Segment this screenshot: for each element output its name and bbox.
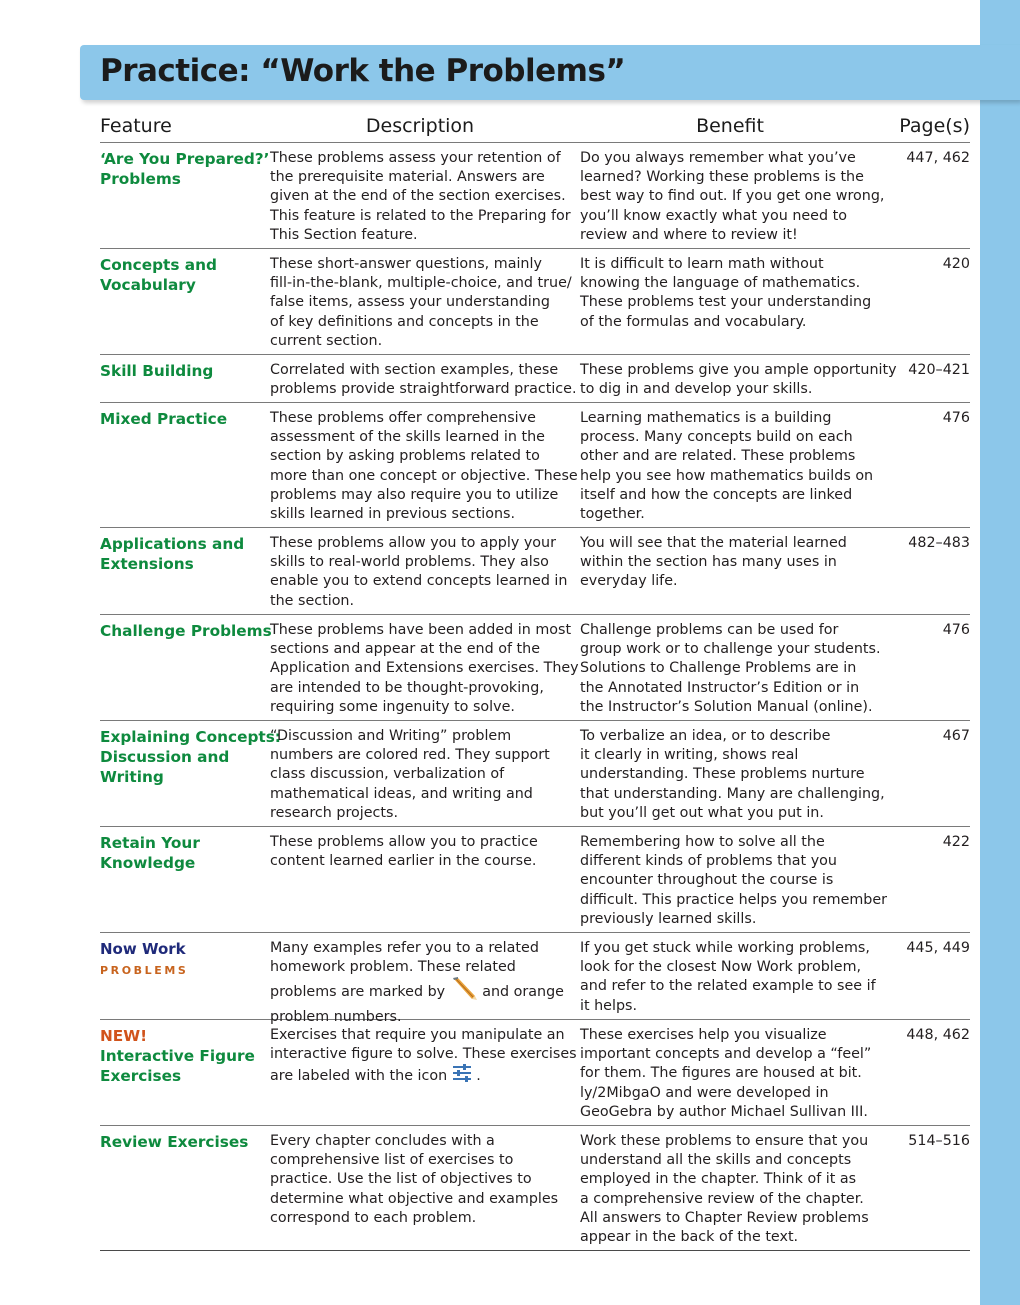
feature-line: Writing [100,768,164,786]
pages-cell: 420–421 [908,362,970,378]
description-line: content learned earlier in the course. [270,853,537,870]
description-line: the section. [270,592,355,609]
feature-line: Retain Your [100,834,200,852]
page-title: Practice: “Work the Problems” [100,53,626,89]
feature-cell [100,1132,268,1152]
description-line: Correlated with section examples, these [270,362,559,378]
table-row [100,1126,970,1251]
pages-cell: 422 [942,834,970,850]
description-line: section by asking problems related to [270,448,540,465]
feature-cell [100,621,272,641]
feature-cell [100,149,268,189]
description-fragment: problems are marked by [270,984,446,1001]
description-line: These short-answer questions, mainly [270,256,542,272]
description-line: problems may also require you to utilize [270,486,559,503]
benefit-line: understand all the skills and concepts [580,1152,852,1169]
pages-cell: 445, 449 [906,940,970,956]
benefit-cell [580,361,897,399]
benefit-line: These problems give you ample opportunity [580,362,897,378]
description-line: These problems have been added in most [270,622,572,638]
problems-label: PROBLEMS [100,964,189,977]
description-cell [270,1026,576,1089]
description-line: fill-in-the-blank, multiple-choice, and true/ [270,275,572,292]
benefit-line: help you see how mathematics builds on [580,467,874,484]
benefit-line: a comprehensive review of the chapter. [580,1190,864,1207]
description-line: This Section feature. [270,226,418,243]
benefit-line: understanding. These problems nurture [580,766,865,783]
benefit-cell [580,255,890,332]
feature-cell [100,833,268,873]
description-line: class discussion, verbalization of [270,766,505,783]
benefit-line: You will see that the material learned [580,535,847,551]
benefit-cell [580,534,890,592]
feature-line: Interactive Figure [100,1047,255,1065]
pencil-icon [450,977,478,1007]
pages-cell: 476 [942,410,970,426]
description-fragment: are labeled with the icon [270,1068,448,1085]
table-row [100,528,970,615]
feature-cell [100,727,281,787]
feature-cell [100,255,268,295]
table-row [100,827,970,933]
description-line: skills learned in previous sections. [270,506,516,523]
description-line: interactive figure to solve. These exercises [270,1046,577,1063]
table-row [100,721,970,827]
table-row [100,403,970,528]
description-cell [270,1132,576,1228]
benefit-line: GeoGebra by author Michael Sullivan III. [580,1103,868,1120]
description-line: false items, assess your understanding [270,294,550,311]
description-line: are intended to be thought-provoking, [270,679,544,696]
feature-line: Problems [100,170,181,188]
table-header [100,112,970,143]
benefit-line: knowing the language of mathematics. [580,275,861,292]
description-line: assessment of the skills learned in the [270,429,545,446]
benefit-line: Solutions to Challenge Problems are in [580,660,857,677]
description-line: homework problem. These related [270,959,516,976]
description-line: sections and appear at the end of the [270,641,541,658]
description-cell [270,727,576,823]
description-line: enable you to extend concepts learned in [270,573,568,590]
benefit-cell [580,1026,890,1122]
description-line: “Discussion and Writing” problem [270,728,512,744]
description-line [270,1064,576,1088]
benefit-line: Work these problems to ensure that you [580,1133,869,1149]
benefit-line: employed in the chapter. Think of it as [580,1171,857,1188]
feature-cell [100,534,268,574]
feature-cell [100,939,268,981]
description-line: requiring some ingenuity to solve. [270,698,515,715]
description-line: Many examples refer you to a related [270,940,539,956]
benefit-line: important concepts and develop a “feel” [580,1046,872,1063]
description-line: of key definitions and concepts in the [270,313,539,330]
feature-cell [100,361,268,381]
table-row [100,615,970,721]
new-badge: NEW! [100,1027,148,1045]
benefit-line: These exercises help you visualize [580,1027,827,1043]
table-row [100,249,970,355]
description-line: This feature is related to the Preparing for [270,207,571,224]
benefit-line: and refer to the related example to see if [580,978,876,995]
benefit-line: it clearly in writing, shows real [580,747,799,764]
description-line: numbers are colored red. They support [270,747,550,764]
description-cell [270,409,576,524]
description-fragment: and orange [482,984,564,1001]
header-description: Description [365,115,475,137]
benefit-line: best way to find out. If you get one wrong, [580,188,885,205]
pages-cell: 448, 462 [906,1027,970,1043]
benefit-cell [580,149,890,245]
table-row [100,143,970,249]
features-table [100,112,970,1251]
benefit-cell [580,727,890,823]
title-bar [80,45,1020,100]
feature-line: Applications and [100,535,245,553]
feature-line: Knowledge [100,854,196,872]
benefit-line: difficult. This practice helps you remember [580,891,888,908]
benefit-line: the Annotated Instructor’s Edition or in [580,679,860,696]
feature-line: Extensions [100,555,194,573]
benefit-line: encounter throughout the course is [580,872,834,889]
description-line: Exercises that require you manipulate an [270,1027,565,1043]
table-row [100,355,970,403]
benefit-cell [580,833,890,929]
benefit-line: everyday life. [580,573,678,590]
benefit-line: within the section has many uses in [580,554,837,571]
benefit-line: process. Many concepts build on each [580,429,853,446]
benefit-line: itself and how the concepts are linked [580,486,853,503]
feature-line: Vocabulary [100,276,196,294]
benefit-line: appear in the back of the text. [580,1229,799,1246]
feature-line: Challenge Problems [100,622,272,640]
description-line: problems provide straightforward practice. [270,381,577,398]
benefit-line: learned? Working these problems is the [580,169,864,186]
description-line [270,977,576,1007]
sliders-icon [452,1064,472,1088]
feature-line: Explaining Concepts: [100,728,281,746]
benefit-line: Remembering how to solve all the [580,834,825,850]
benefit-line: To verbalize an idea, or to describe [580,728,831,744]
benefit-line: look for the closest Now Work problem, [580,959,862,976]
description-line: research projects. [270,804,399,821]
description-line: problem numbers. [270,1008,402,1025]
description-line: more than one concept or objective. These [270,467,578,484]
description-line: practice. Use the list of objectives to [270,1171,532,1188]
pages-cell: 514–516 [908,1133,970,1149]
feature-cell [100,409,268,429]
benefit-line: It is difficult to learn math without [580,256,824,272]
benefit-line: other and are related. These problems [580,448,856,465]
benefit-cell [580,621,890,717]
benefit-line: of the formulas and vocabulary. [580,313,807,330]
benefit-line: Do you always remember what you’ve [580,150,856,166]
benefit-line: together. [580,506,645,523]
feature-line: Discussion and [100,748,230,766]
description-line: the prerequisite material. Answers are [270,169,545,186]
benefit-line: for them. The figures are housed at bit. [580,1065,862,1082]
description-line: These problems offer comprehensive [270,410,536,426]
feature-line: Skill Building [100,362,214,380]
feature-line: Exercises [100,1067,182,1085]
benefit-line: different kinds of problems that you [580,853,837,870]
description-line: determine what objective and examples [270,1190,559,1207]
benefit-line: If you get stuck while working problems, [580,940,870,956]
pages-cell: 420 [942,256,970,272]
pages-cell: 467 [942,728,970,744]
description-line: given at the end of the section exercises. [270,188,566,205]
benefit-line: it helps. [580,997,638,1014]
benefit-line: ly/2MibgaO and were developed in [580,1084,829,1101]
description-line: Application and Extensions exercises. They [270,660,579,677]
header-feature: Feature [100,115,172,137]
benefit-line: previously learned skills. [580,910,757,927]
description-line: These problems allow you to practice [270,834,538,850]
header-benefit: Benefit [696,115,764,137]
description-cell [270,621,579,717]
benefit-line: review and where to review it! [580,226,798,243]
benefit-line: the Instructor’s Solution Manual (online). [580,698,873,715]
pages-cell: 476 [942,622,970,638]
description-line: comprehensive list of exercises to [270,1152,514,1169]
benefit-line: that understanding. Many are challenging, [580,785,885,802]
benefit-cell [580,1132,890,1247]
pages-cell: 482–483 [908,535,970,551]
feature-line: Mixed Practice [100,410,228,428]
benefit-line: but you’ll get out what you put in. [580,804,824,821]
table-row [100,1020,970,1126]
benefit-cell [580,409,890,524]
side-stripe [980,0,1020,1305]
description-line: skills to real-world problems. They also [270,554,549,571]
benefit-cell [580,939,890,1016]
feature-cell [100,1026,268,1086]
benefit-line: group work or to challenge your students. [580,641,881,658]
benefit-line: you’ll know exactly what you need to [580,207,847,224]
feature-line: Concepts and [100,256,217,274]
description-cell [270,939,576,1027]
benefit-line: Challenge problems can be used for [580,622,839,638]
now-work-label: Now Work [100,940,186,958]
description-cell [270,255,576,351]
description-line: correspond to each problem. [270,1209,477,1226]
table-row [100,933,970,1025]
description-line: mathematical ideas, and writing and [270,785,533,802]
benefit-line: to dig in and develop your skills. [580,381,813,398]
description-line: These problems allow you to apply your [270,535,556,551]
description-cell [270,534,576,611]
benefit-line: These problems test your understanding [580,294,872,311]
description-cell [270,361,576,399]
description-line: current section. [270,332,383,349]
benefit-line: Learning mathematics is a building [580,410,832,426]
description-cell [270,149,576,245]
pages-cell: 447, 462 [906,150,970,166]
description-cell [270,833,576,871]
header-pages: Page(s) [899,115,970,137]
feature-line: ‘Are You Prepared?’ [100,150,270,168]
description-line: These problems assess your retention of [270,150,561,166]
description-fragment: . [476,1068,481,1085]
feature-line: Review Exercises [100,1133,249,1151]
benefit-line: All answers to Chapter Review problems [580,1209,869,1226]
description-line: Every chapter concludes with a [270,1133,495,1149]
